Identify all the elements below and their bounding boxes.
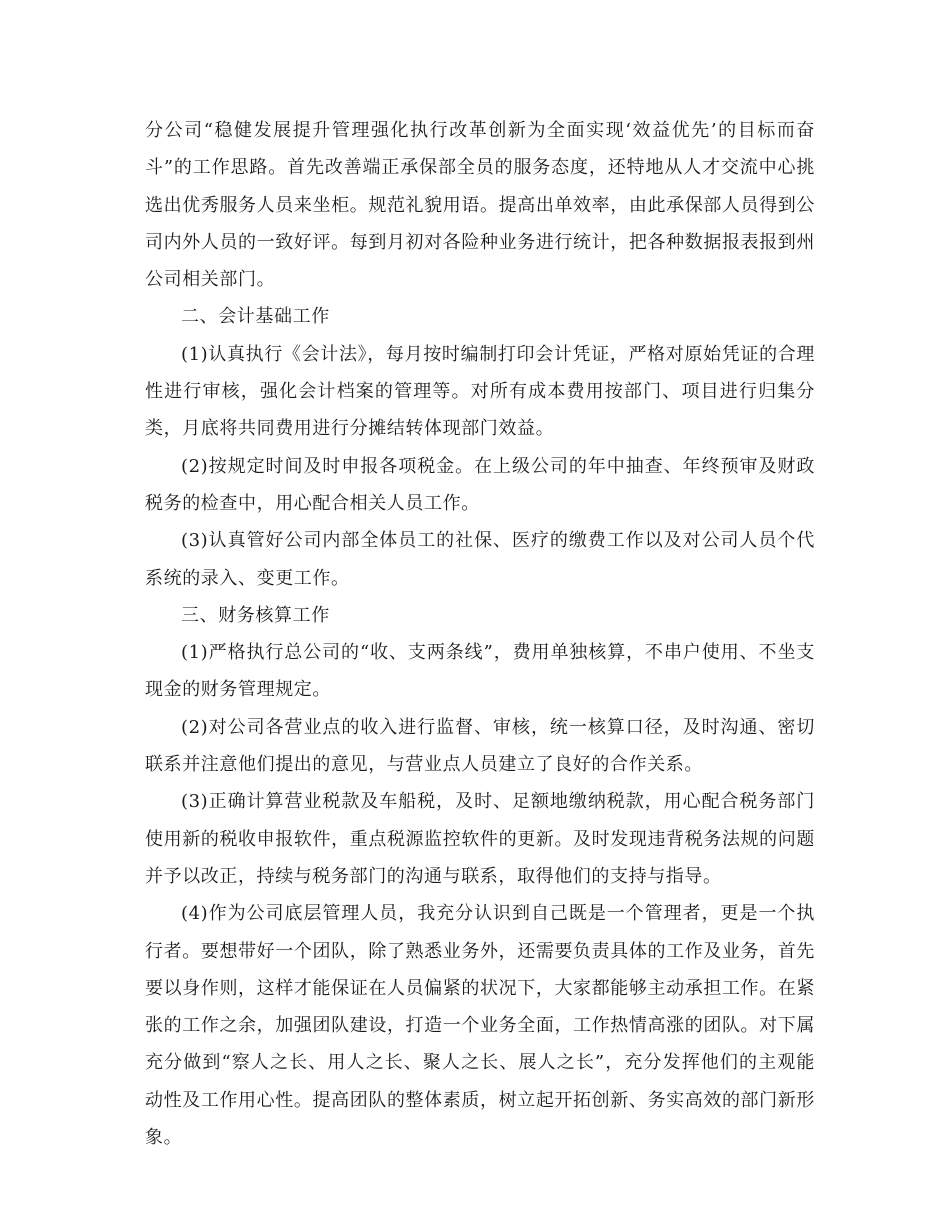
paragraph-accounting-2: (2)按规定时间及时申报各项税金。在上级公司的年中抽查、年终预审及财政税务的检查中，用心配合相关人员工作。 bbox=[145, 455, 815, 514]
paragraph-financial-4: (4)作为公司底层管理人员，我充分认识到自己既是一个管理者，更是一个执行者。要想带好一个团队，除了熟悉业务外，还需要负责具体的工作及业务，首先要以身作则，这样才能保证在人员偏紧的状况下，大家都能够主动承担工作。在紧张的工作之余，加强团队建设，打造一个业务全面，工作热情高涨的团队。对下属充分做到“察人之长、用人之长、聚人之长、展人之长”，充分发挥他们的主观能动性及工作用心性。提高团队的整体素质，树立起开拓创新、务实高效的部门新形象。 bbox=[145, 903, 815, 1149]
section-heading-financial-accounting: 三、财务核算工作 bbox=[181, 604, 330, 626]
intro-paragraph: 分公司“稳健发展提升管理强化执行改革创新为全面实现‘效益优先’的目标而奋斗”的工作思路。首先改善端正承保部全员的服务态度，还特地从人才交流中心挑选出优秀服务人员来坐柜。规范礼貌用语。提高出单效率，由此承保部人员得到公司内外人员的一致好评。每到月初对各险种业务进行统计，把各种数据报表报到州公司相关部门。 bbox=[145, 120, 815, 291]
paragraph-financial-3: (3)正确计算营业税款及车船税，及时、足额地缴纳税款，用心配合税务部门使用新的税收申报软件，重点税源监控软件的更新。及时发现违背税务法规的问题并予以改正，持续与税务部门的沟通与联系，取得他们的支持与指导。 bbox=[145, 791, 815, 887]
paragraph-financial-2: (2)对公司各营业点的收入进行监督、审核，统一核算口径，及时沟通、密切联系并注意他们提出的意见，与营业点人员建立了良好的合作关系。 bbox=[145, 716, 815, 776]
paragraph-accounting-3: (3)认真管好公司内部全体员工的社保、医疗的缴费工作以及对公司人员个代系统的录入、变更工作。 bbox=[145, 530, 815, 589]
paragraph-accounting-1: (1)认真执行《会计法》，每月按时编制打印会计凭证，严格对原始凭证的合理性进行审核，强化会计档案的管理等。对所有成本费用按部门、项目进行归集分类，月底将共同费用进行分摊结转体现部门效益。 bbox=[145, 343, 815, 440]
paragraph-financial-1: (1)严格执行总公司的“收、支两条线”，费用单独核算，不串户使用、不坐支现金的财务管理规定。 bbox=[145, 642, 815, 701]
section-heading-accounting-basics: 二、会计基础工作 bbox=[181, 306, 330, 328]
document-body bbox=[145, 112, 815, 1156]
